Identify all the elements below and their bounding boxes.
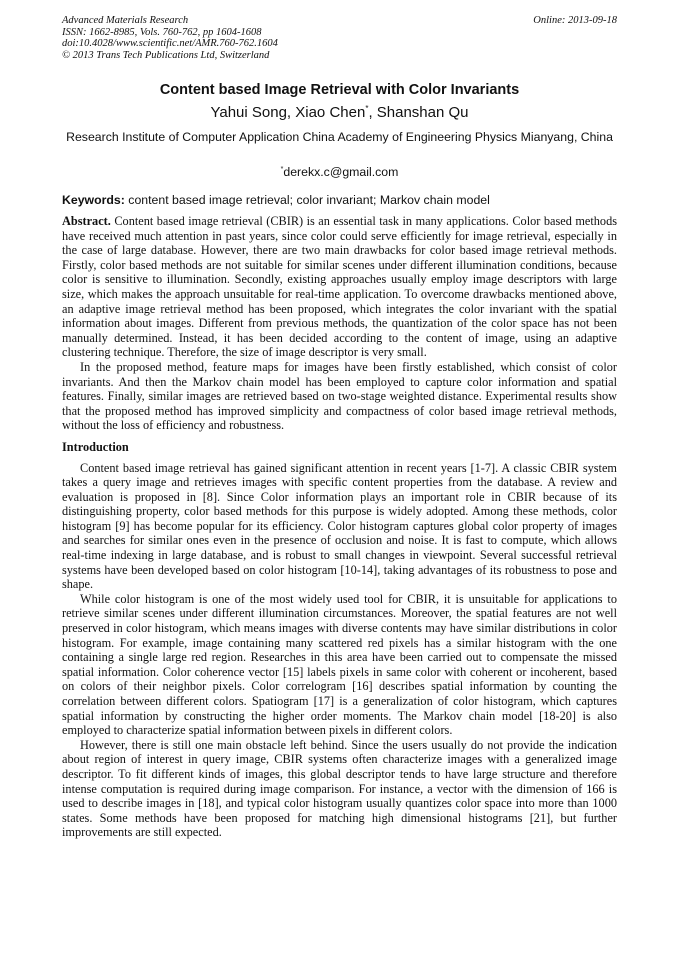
- keywords-label: Keywords:: [62, 193, 125, 207]
- section-heading-introduction: Introduction: [62, 439, 129, 454]
- author-names-2: , Shanshan Qu: [368, 104, 469, 121]
- author-names-1: Yahui Song, Xiao Chen: [210, 104, 366, 121]
- paper-title: Content based Image Retrieval with Color Invariants: [159, 82, 520, 98]
- keywords-text: content based image retrieval; color invariant; Markov chain model: [128, 193, 490, 207]
- abstract-paragraph-2: In the proposed method, feature maps for images have been firstly established, which consist of color invariants. And then the Markov chain model has been employed to capture color information and spatial features. Finally, similar images are retrieved based on two-stage weighted distance. Experimental results show that the proposed method has improved simplicity and compactness of color based image retrieval methods, without the loss of efficiency and robustness.: [62, 359, 617, 433]
- intro-paragraph-2: While color histogram is one of the most widely used tool for CBIR, it is unsuitable for applications to retrieve similar scenes under different illumination circumstances. Moreover, the spatial features are not well preserved in color histogram, which means images with diverse contents may have similar distributions in color histogram. For example, image containing many scattered red pixels has a similar histogram with the one containing a single large red region. Researches in this area have been carried out to compensate the missed spatial information. Color coherence vector [15] labels pixels in same color with coherent or incoherent, based on colors of their neighbor pixels. Color correlogram [16] describes spatial information by counting the correlation between different colors. Spatiogram [17] is a generalization of color histogram, which captures spatial information by constructing the higher order moments. The Markov chain model [18-20] is also employed to characterize spatial information between pixels in different colors.: [62, 591, 617, 738]
- intro-paragraph-1: Content based image retrieval has gained significant attention in recent years [1-7]. A classic CBIR system takes a query image and retrieves images with specific content properties from the database. A review and evaluation is proposed in [8]. Since Color information plays an important role in CBIR because of its distinguishing property, color based methods for this purpose is widely adopted. Among these methods, color histogram [9] has become popular for its efficiency. Color histogram captures global color property of images and searches for similar ones even in the presence of occlusion and noise. It is fast to compute, which allows real-time indexing in large database, and is robust to small changes in viewpoint. Several successful retrieval systems have been developed based on color histogram [10-14], taking advantages of its robustness to pose and shape.: [62, 460, 617, 592]
- affiliation: Research Institute of Computer Application China Academy of Engineering Physics Mianyang, China: [66, 130, 613, 144]
- intro-paragraph-3: However, there is still one main obstacle left behind. Since the users usually do not provide the indication about region of interest in query image, CBIR systems often characterize images with a generalized image descriptor. To fit different kinds of images, this global descriptor tends to have large structure and therefore intense computation is required during image comparison. For instance, a vector with the dimension of 166 is used to describe images in [18], and typical color histogram usually quantizes color space into more than 1000 states. Some methods have been proposed for matching high dimensional histograms [21], but further improvements are still expected.: [62, 737, 617, 840]
- abstract-text-1: Content based image retrieval (CBIR) is an essential task in many applications. Color based methods have received much attention in past years, since color could serve efficiently for image retrieval, especially in the case of large database. However, there are two main drawbacks for color based image retrieval methods. Firstly, color based methods are not suitable for similar scenes under different illumination conditions, because color is sensitive to illumination. Secondly, existing approaches usually employ image descriptors with large size, which makes the approach unsuitable for real-time application. To overcome drawbacks mentioned above, an adaptive image retrieval method has been proposed, which integrates the color invariant with the spatial information about images. Different from previous methods, the quantization of the color space has not been manually determined. Instead, it has been decided according to the content of image, using an adaptive clustering technique. Therefore, the size of image descriptor is very small.: [62, 214, 618, 360]
- doi-line: doi:10.4028/www.scientific.net/AMR.760-762.1604: [62, 38, 278, 49]
- journal-header: [62, 15, 617, 61]
- online-date: Online: 2013-09-18: [533, 15, 617, 26]
- journal-name: Advanced Materials Research: [62, 15, 189, 26]
- abstract-label: Abstract.: [62, 214, 111, 228]
- copyright-line: © 2013 Trans Tech Publications Ltd, Switzerland: [62, 49, 270, 61]
- email-line: [62, 165, 617, 179]
- corresponding-mark: *: [365, 104, 369, 113]
- issn-line: ISSN: 1662-8985, Vols. 760-762, pp 1604-1608: [62, 26, 262, 38]
- abstract-paragraph-1: [62, 214, 617, 360]
- email-address: derekx.c@gmail.com: [283, 165, 399, 179]
- email-mark: *: [280, 165, 284, 173]
- keywords-line: [62, 193, 617, 207]
- author-line: [62, 104, 617, 121]
- paper-body: [62, 214, 617, 840]
